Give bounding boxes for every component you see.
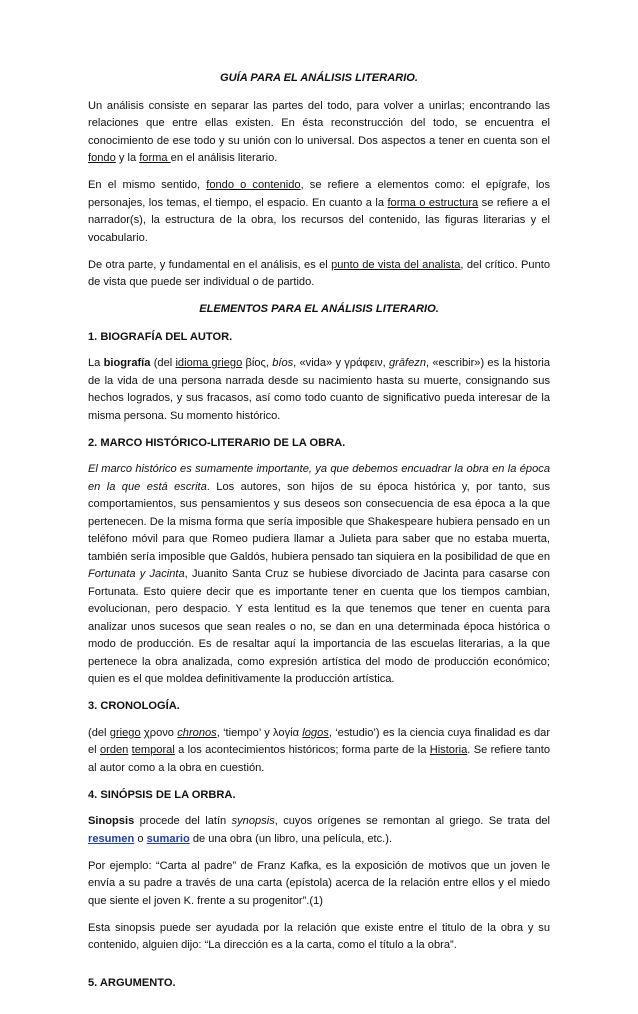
- section-2-paragraph: [88, 461, 550, 689]
- section-4-paragraph-2: Por ejemplo: “Carta al padre” de Franz Kafka, es la exposición de motivos que un joven le envía a su padre a través de una carta (epístola) acerca de la relación entre ellos y el miedo que siente el joven K. frente a su progenitor”.(1): [88, 859, 550, 907]
- text: , ‘estudio’) es la ciencia cuya finalidad es dar el: [88, 726, 551, 756]
- text: , ‘tiempo’ y λογία: [216, 726, 303, 739]
- intro-paragraph-1: [88, 98, 550, 168]
- text: , del crítico. Punto de vista que puede ser individual o de partido.: [88, 258, 550, 288]
- text: βίος,: [242, 357, 273, 369]
- text: , se refiere a elementos como: el epígrafe, los personajes, los temas, el tiempo, el espacio. En cuanto a la: [88, 179, 550, 209]
- text: , Juanito Santa Cruz se hubiese divorciado de Jacinta para casarse con Fortunata. Esto quiere decir que es importante tener en cuenta que los tiempos cambian, evolucionan, pero despacio. Y esta lentitud es la que tenemos que tener en cuenta para analizar unos sucesos que sean reales o no, se dan en una determinada época histórica o modo de producción. Es de resaltar aquí la importancia de las escuelas literarias, a la que pertenece la obra analizada, como expresión artística del modo de producción económico; quien es el que moldea definitivamente la producción artística.: [88, 568, 550, 685]
- italic-lead: El marco histórico es sumamente importante, ya que debemos encuadrar la obra en la época en la que está escrita: [88, 463, 550, 493]
- link-resumen[interactable]: resumen: [88, 832, 135, 845]
- text: La: [88, 357, 104, 369]
- section-1-paragraph: [88, 355, 550, 425]
- elements-title: ELEMENTOS PARA EL ANÁLISIS LITERARIO.: [199, 303, 439, 315]
- link-chronos[interactable]: chronos: [177, 726, 217, 739]
- term-fondo: fondo: [88, 152, 116, 164]
- text: se refiere a el narrador(s), la estructura de la obra, los recursos del contenido, las figuras literarias y el vocabulario.: [88, 196, 550, 244]
- text: procede del latín: [134, 815, 232, 827]
- term-biografia: biografía: [103, 357, 151, 369]
- term-bios: bíos: [272, 357, 294, 369]
- text: , cuyos orígenes se remontan al griego. Se trata del: [274, 815, 550, 827]
- section-4-paragraph-1: [88, 813, 550, 848]
- text: o: [134, 832, 147, 845]
- link-idioma-griego[interactable]: idioma griego: [175, 357, 243, 369]
- term-sinopsis: Sinopsis: [88, 815, 135, 827]
- section-3-paragraph: [88, 725, 550, 778]
- link-logos[interactable]: logos: [302, 726, 329, 739]
- text: en el análisis literario.: [170, 152, 278, 164]
- link-temporal[interactable]: temporal: [131, 744, 175, 756]
- section-5-title: 5. ARGUMENTO.: [88, 976, 176, 989]
- term-forma-estructura: forma o estructura: [387, 196, 479, 209]
- link-historia[interactable]: Historia: [429, 744, 468, 756]
- text: . Se refiere tanto al autor como a la obra en cuestión.: [88, 744, 550, 774]
- term-forma: forma: [139, 152, 171, 164]
- text: . Los autores, son hijos de su época histórica y, por tanto, sus comportamientos, sus pensamientos y sus deseos son consecuencia de esa época a la que pertenecen. De la misma forma que sería imposible que Shakespeare hubiera pensado en un teléfono móvil para que Romeo pudiera llamar a Julieta para saber que no estaba muerta, también sería imposible que Galdós, hubiera pensado tan siquiera en la posibilidad de que en: [88, 480, 550, 563]
- text: a los acontecimientos históricos; forma parte de la: [174, 744, 430, 756]
- link-sumario[interactable]: sumario: [146, 832, 190, 845]
- term-synopsis: synopsis: [231, 815, 275, 827]
- section-4-paragraph-3: Esta sinopsis puede ser ayudada por la relación que existe entre el titulo de la obra y su contenido, alguien dijo: “La dirección es a la carta, como el título a la obra”.: [88, 921, 550, 951]
- text: (del: [88, 726, 110, 739]
- intro-paragraph-3: [88, 257, 550, 292]
- term-punto-de-vista: punto de vista del analista: [331, 258, 461, 271]
- text: χρονο: [140, 726, 178, 739]
- link-griego[interactable]: griego: [109, 726, 141, 739]
- title-fortunata: Fortunata y Jacinta: [88, 568, 185, 580]
- section-4-title: 4. SINÓPSIS DE LA ORBRA.: [88, 788, 236, 801]
- text: y la: [115, 152, 140, 164]
- text: En el mismo sentido,: [88, 179, 207, 191]
- text: , «vida» y γράφειν,: [293, 357, 390, 369]
- term-grafezn: grāfezn: [389, 357, 427, 369]
- text: , «escribir») es la historia de la vida de una persona narrada desde su nacimiento hasta su muerte, consignando sus hechos logrados, y sus fracasos, así como todo cuanto de significativo pueda interesar de la misma persona. Su momento histórico.: [88, 357, 551, 422]
- link-orden[interactable]: orden: [99, 744, 129, 756]
- section-1-title: 1. BIOGRAFÍA DEL AUTOR.: [88, 330, 233, 343]
- intro-paragraph-2: [88, 177, 550, 247]
- term-fondo-contenido: fondo o contenido: [206, 179, 301, 191]
- text: Un análisis consiste en separar las partes del todo, para volver a unirlas; encontrando las relaciones que entre ellas existen. En ésta reconstrucción del todo, se encuentra el conocimiento de ese todo y su unión con lo universal. Dos aspectos a tener en cuenta son el: [88, 99, 550, 147]
- text: de una obra (un libro, una película, etc.).: [189, 832, 393, 845]
- document-title: GUÍA PARA EL ANÁLISIS LITERARIO.: [219, 72, 419, 84]
- section-2-title: 2. MARCO HISTÓRICO-LITERARIO DE LA OBRA.: [88, 436, 346, 449]
- text: (del: [150, 357, 176, 369]
- section-3-title: 3. CRONOLOGÍA.: [88, 700, 180, 712]
- text: De otra parte, y fundamental en el análisis, es el: [88, 258, 332, 271]
